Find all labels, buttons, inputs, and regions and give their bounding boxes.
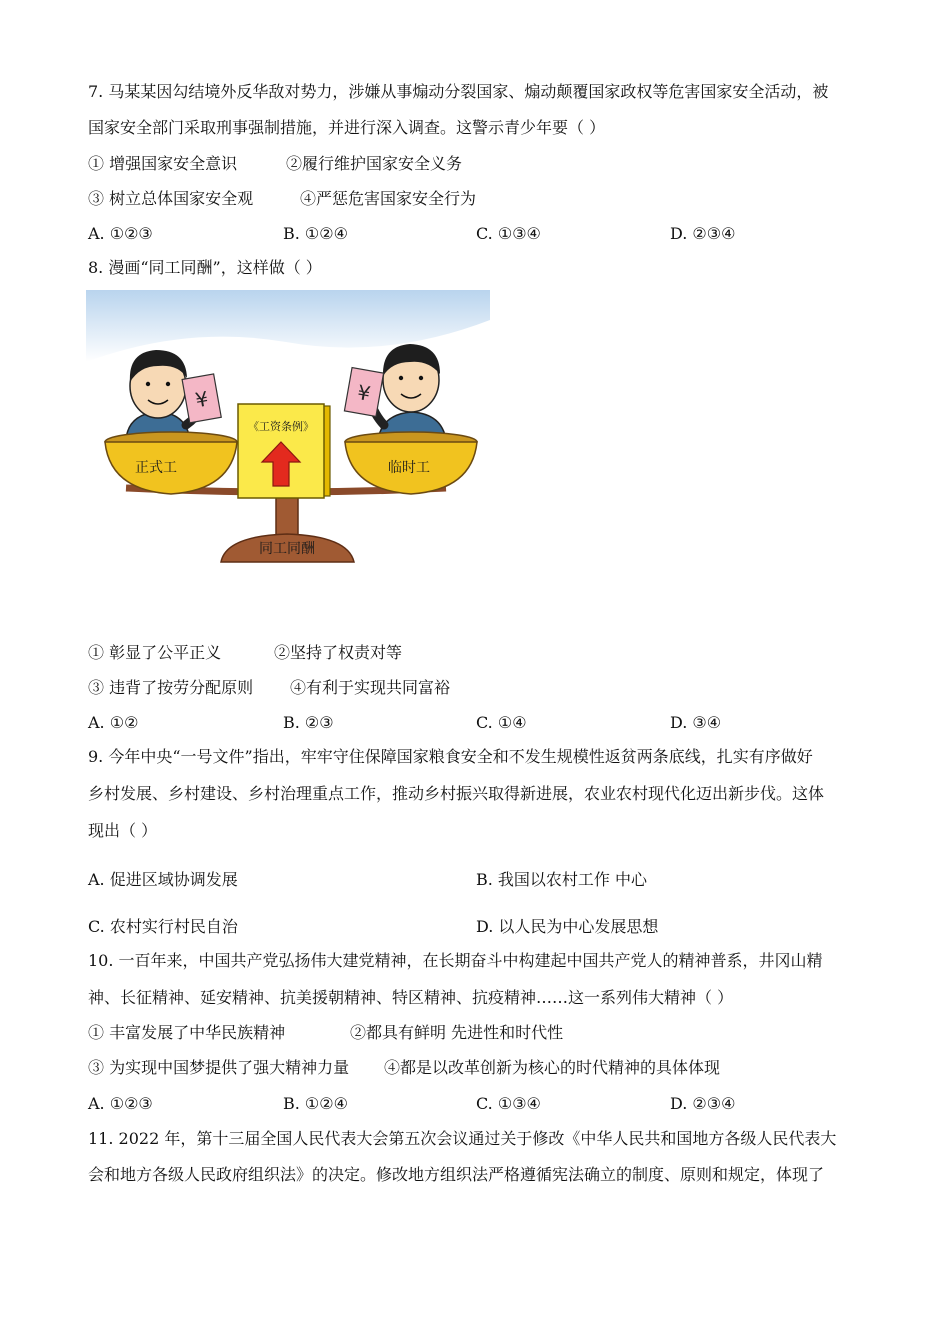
q9-option-b: B. 我国以农村工作 中心 <box>476 870 648 889</box>
q11-stem-line1: 11. 2022 年，第十三届全国人民代表大会第五次会议通过关于修改《中华人民共和国地方各级人民代表大 <box>88 1129 837 1148</box>
balance-base-label: 同工同酬 <box>259 541 315 557</box>
q10-stem-line2: 神、长征精神、延安精神、抗美援朝精神、特区精神、抗疫精神……这一系列伟大精神（ ） <box>88 988 734 1007</box>
q7-stem-line1: 7. 马某某因勾结境外反华敌对势力，涉嫌从事煽动分裂国家、煽动颠覆国家政权等危害国家安全活动，被 <box>88 82 829 101</box>
q10-statement-1: ① 丰富发展了中华民族精神 <box>88 1023 286 1042</box>
q11-stem-line2: 会和地方各级人民政府组织法》的决定。修改地方组织法严格遵循宪法确立的制度、原则和规定，体现了 <box>88 1165 825 1184</box>
q8-statement-4: ④有利于实现共同富裕 <box>290 678 451 697</box>
q10-option-d: D. ②③④ <box>670 1094 736 1113</box>
right-money-slip <box>344 368 383 417</box>
q8-option-d: D. ③④ <box>670 713 722 732</box>
wage-regulation-book <box>238 404 330 498</box>
q7-stem-line2: 国家安全部门采取刑事强制措施，并进行深入调查。这警示青少年要（ ） <box>88 118 606 137</box>
q7-option-c: C. ①③④ <box>476 224 541 243</box>
q7-statement-1: ① 增强国家安全意识 <box>88 154 238 173</box>
q9-option-a: A. 促进区域协调发展 <box>88 870 238 889</box>
q8-stem: 8. 漫画“同工同酬”，这样做（ ） <box>88 258 322 277</box>
q9-stem-line2: 乡村发展、乡村建设、乡村治理重点工作，推动乡村振兴取得新进展，农业农村现代化迈出新步伐。这体 <box>88 784 825 803</box>
q8-option-c: C. ①④ <box>476 713 527 732</box>
q10-statement-3: ③ 为实现中国梦提供了强大精神力量 <box>88 1058 350 1077</box>
q8-statement-1: ① 彰显了公平正义 <box>88 643 222 662</box>
q7-option-b: B. ①②④ <box>283 224 348 243</box>
right-yuan-sign: ¥ <box>355 380 373 406</box>
q10-option-a: A. ①②③ <box>88 1094 153 1113</box>
left-yuan-sign: ¥ <box>193 386 211 413</box>
q10-stem-line1: 10. 一百年来，中国共产党弘扬伟大建党精神，在长期奋斗中构建起中国共产党人的精神普系，井冈山精 <box>88 951 823 970</box>
q8-option-b: B. ②③ <box>283 713 334 732</box>
q9-stem-line1: 9. 今年中央“一号文件”指出，牢牢守住保障国家粮食安全和不发生规模性返贫两条底线，扎实有序做好 <box>88 747 813 766</box>
q7-option-d: D. ②③④ <box>670 224 736 243</box>
q8-statement-2: ②坚持了权责对等 <box>274 643 403 662</box>
q10-statement-4: ④都是以改革创新为核心的时代精神的具体体现 <box>384 1058 721 1077</box>
q8-statement-3: ③ 违背了按劳分配原则 <box>88 678 254 697</box>
same-work-same-pay-cartoon <box>86 290 490 580</box>
q7-statement-4: ④严惩危害国家安全行为 <box>300 189 477 208</box>
book-title: 《工资条例》 <box>248 420 314 433</box>
q7-option-a: A. ①②③ <box>88 224 153 243</box>
q7-statement-2: ②履行维护国家安全义务 <box>286 154 463 173</box>
q9-stem-line3: 现出（ ） <box>88 821 158 840</box>
q10-statement-2: ②都具有鲜明 先进性和时代性 <box>350 1023 564 1042</box>
q8-option-a: A. ①② <box>88 713 139 732</box>
left-money-slip <box>182 374 221 423</box>
q7-statement-3: ③ 树立总体国家安全观 <box>88 189 254 208</box>
left-pan-label: 正式工 <box>135 460 177 476</box>
q9-option-d: D. 以人民为中心发展思想 <box>476 917 659 936</box>
q10-option-c: C. ①③④ <box>476 1094 541 1113</box>
q10-option-b: B. ①②④ <box>283 1094 348 1113</box>
q9-option-c: C. 农村实行村民自治 <box>88 917 238 936</box>
right-pan-label: 临时工 <box>388 460 430 476</box>
